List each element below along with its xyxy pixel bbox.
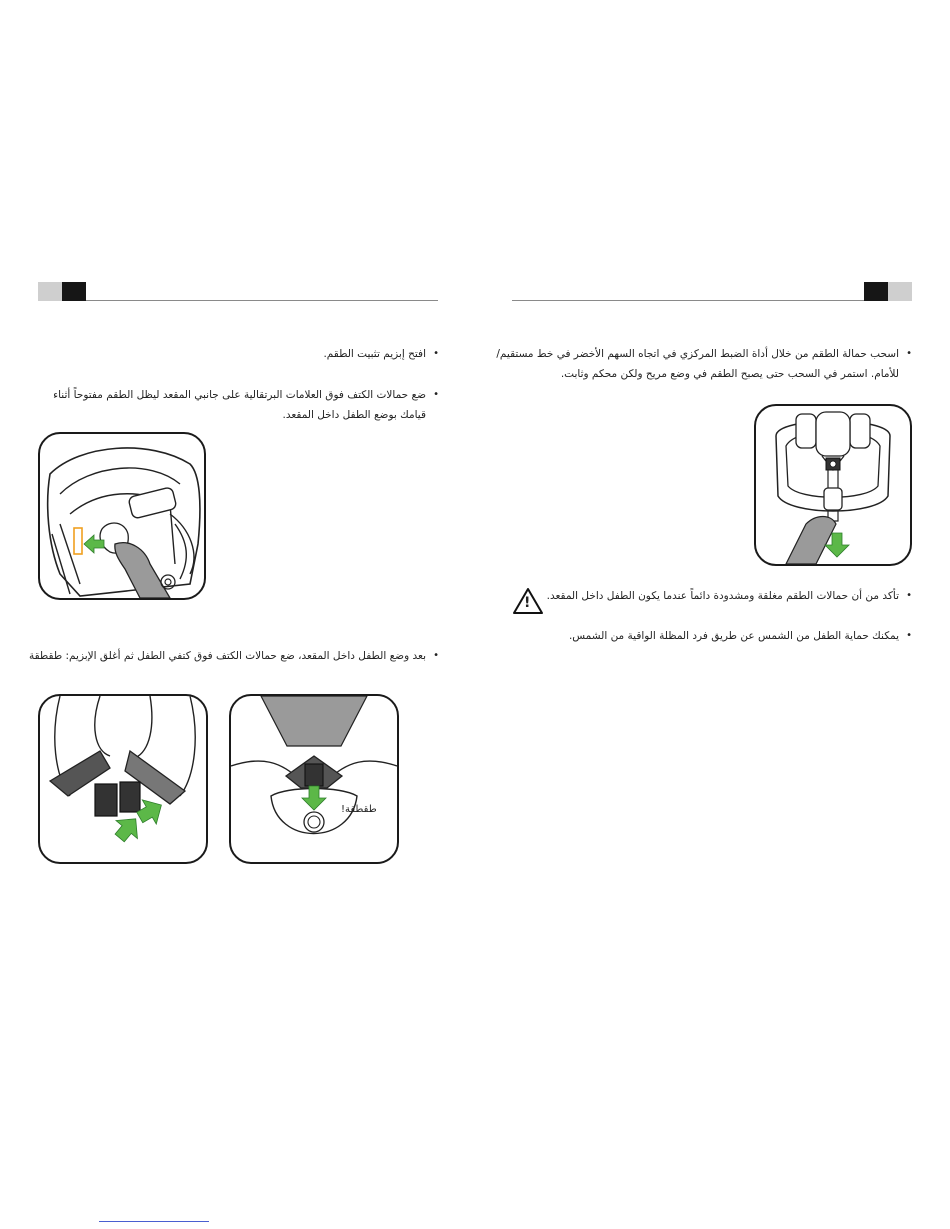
right-page-tab-gray xyxy=(888,282,912,301)
footer-link-underline xyxy=(99,1221,209,1222)
right-bullet-2-line-1: • تأكد من أن حمالات الطقم مغلقة ومشدودة دائماً عندما يكون الطفل داخل المقعد. xyxy=(546,590,899,602)
left-bullet-1 xyxy=(323,344,426,364)
warning-icon-mark: ! xyxy=(524,595,531,611)
right-bullet-1-line-2: للأمام. استمر في السحب حتى يصبح الطقم في وضع مريح ولكن محكم وثابت. xyxy=(560,368,899,380)
left-bullet-3 xyxy=(29,646,426,666)
right-bullet-2 xyxy=(547,586,899,606)
illustration-buckle-click xyxy=(229,694,399,864)
left-bullet-2-line-2: قيامك بوضع الطفل داخل المقعد. xyxy=(282,409,426,421)
left-page-header-rule xyxy=(86,300,438,301)
warning-triangle-icon xyxy=(512,587,544,615)
illustration-harness-on-markers xyxy=(38,432,206,600)
click-label: طقطقة! xyxy=(341,804,377,815)
right-bullet-1 xyxy=(496,344,899,384)
right-page-header-rule xyxy=(512,300,864,301)
illustration-buckle-tongues xyxy=(38,694,208,864)
left-page-tab-black xyxy=(62,282,86,301)
illustration-pull-adjuster-strap xyxy=(754,404,912,566)
left-bullet-2 xyxy=(53,385,426,425)
left-bullet-2-line-1: • ضع حمالات الكتف فوق العلامات البرتقالية على جانبي المقعد ليظل الطقم مفتوحاً أثناء xyxy=(53,389,426,401)
left-bullet-1-line-1: • افتح إبزيم تثبيت الطقم. xyxy=(323,348,426,360)
right-page-tab-black xyxy=(864,282,888,301)
right-bullet-3 xyxy=(569,626,899,646)
right-bullet-3-line-1: • يمكنك حماية الطفل من الشمس عن طريق فرد المظلة الواقية من الشمس. xyxy=(568,630,899,642)
left-page-tab-gray xyxy=(38,282,62,301)
left-bullet-3-line-1: • بعد وضع الطفل داخل المقعد، ضع حمالات الكتف فوق كتفي الطفل ثم أغلق الإبزيم: طقطقة xyxy=(28,650,426,662)
right-bullet-1-line-1: • اسحب حمالة الطقم من خلال أداة الضبط المركزي في اتجاه السهم الأخضر في خط مستقيم/ xyxy=(496,348,899,360)
